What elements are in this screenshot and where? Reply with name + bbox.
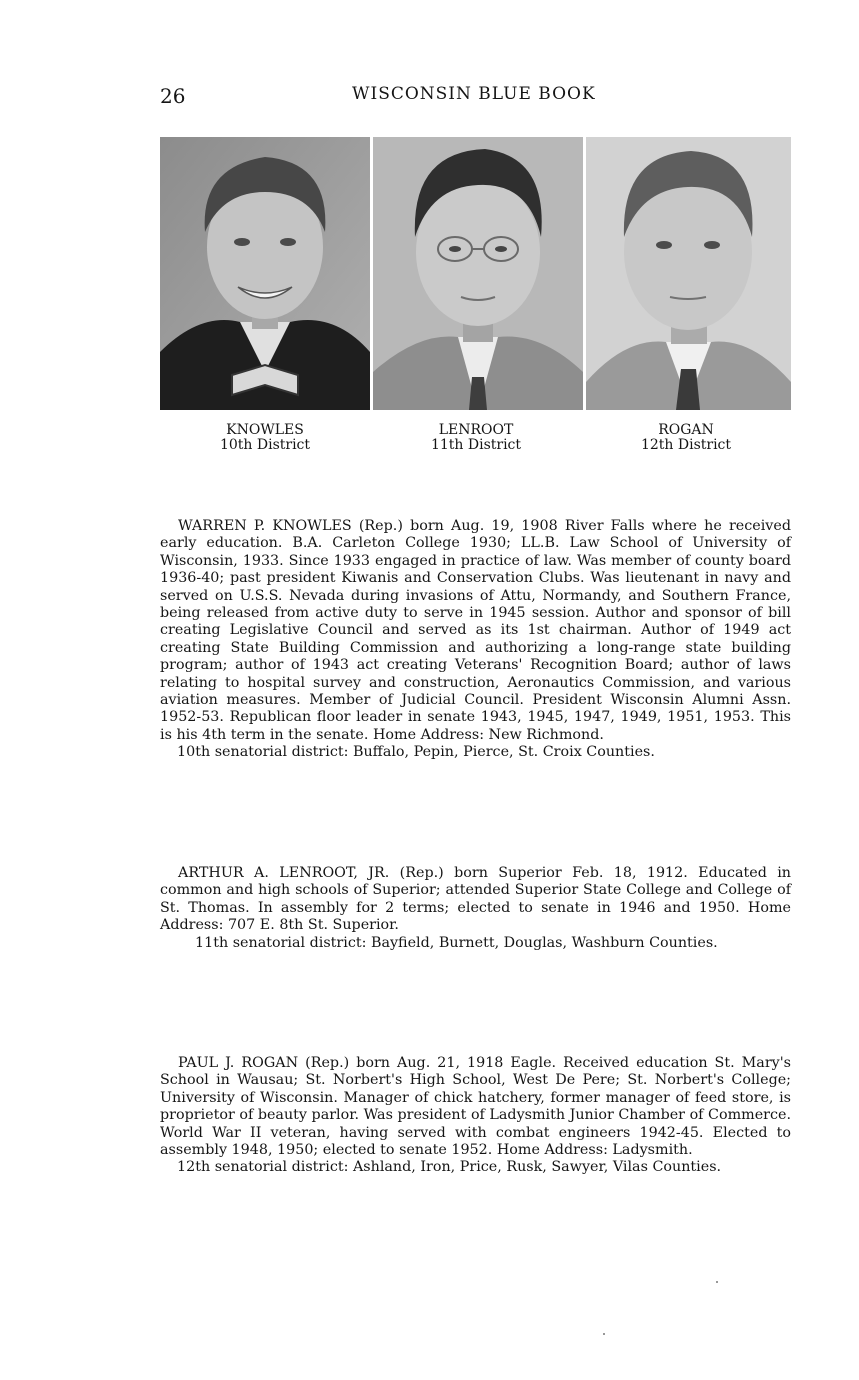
running-title: WISCONSIN BLUE BOOK <box>352 84 596 104</box>
biography-text: WARREN P. KNOWLES (Rep.) born Aug. 19, 1908 River Falls where he received early education. B.A. Carleton College 1930; LL.B. Law School of University of Wisconsin, 1933. Since 1933 engaged in practice of law. Was member of county board 1936-40; past president Kiwanis and Conservation Clubs. Was lieutenant in navy and served on U.S.S. Nevada during invasions of Attu, Normandy, and Southern France, being released from active duty to serve in 1945 session. Author and sponsor of bill creating Legislative Council and served as its 1st chairman. Author of 1949 act creating State Building Commission and authorizing a long-range state building program; author of 1943 act creating Veterans' Recognition Board; author of laws relating to hospital survey and construction, Aeronautics Commission, and various aviation measures. Member of Judicial Council. President Wisconsin Alumni Assn. 1952-53. Republican floor leader in senate 1943, 1945, 1947, 1949, 1951, 1953. This is his 4th term in the senate. Home Address: New Richmond. <box>160 518 791 743</box>
caption-district: 10th District <box>219 437 311 453</box>
portrait-rogan <box>586 137 791 410</box>
biography-rogan <box>160 1055 791 1177</box>
caption-name: ROGAN <box>658 422 714 438</box>
caption-name: KNOWLES <box>226 422 304 438</box>
caption-rogan <box>586 423 786 453</box>
biography-text: ARTHUR A. LENROOT, JR. (Rep.) born Superior Feb. 18, 1912. Educated in common and high schools of Superior; attended Superior State College and College of St. Thomas. In assembly for 2 terms; elected to senate in 1946 and 1950. Home Address: 707 E. 8th St. Superior. <box>160 865 791 934</box>
portrait-knowles <box>160 137 370 410</box>
portrait-lenroot <box>373 137 583 410</box>
biography-knowles <box>160 518 791 762</box>
scan-speck <box>603 1333 605 1335</box>
biography-text: PAUL J. ROGAN (Rep.) born Aug. 21, 1918 Eagle. Received education St. Mary's School in Wausau; St. Norbert's High School, West De Pere; St. Norbert's College; University of Wisconsin. Manager of chick hatchery, former manager of feed store, is proprietor of beauty parlor. Was president of Ladysmith Junior Chamber of Commerce. World War II veteran, having served with combat engineers 1942-45. Elected to assembly 1948, 1950; elected to senate 1952. Home Address: Ladysmith. <box>160 1055 791 1159</box>
district-description: 11th senatorial district: Bayfield, Burnett, Douglas, Washburn Counties. <box>195 934 718 951</box>
page-number: 26 <box>160 84 186 108</box>
district-description: 10th senatorial district: Buffalo, Pepin, Pierce, St. Croix Counties. <box>177 744 655 761</box>
district-description: 12th senatorial district: Ashland, Iron, Price, Rusk, Sawyer, Vilas Counties. <box>177 1159 722 1176</box>
caption-knowles <box>165 423 365 453</box>
caption-name: LENROOT <box>438 422 514 438</box>
caption-district: 12th District <box>640 437 732 453</box>
scan-speck <box>716 1281 718 1283</box>
biography-lenroot <box>160 865 791 952</box>
caption-district: 11th District <box>430 437 522 453</box>
caption-lenroot <box>376 423 576 453</box>
